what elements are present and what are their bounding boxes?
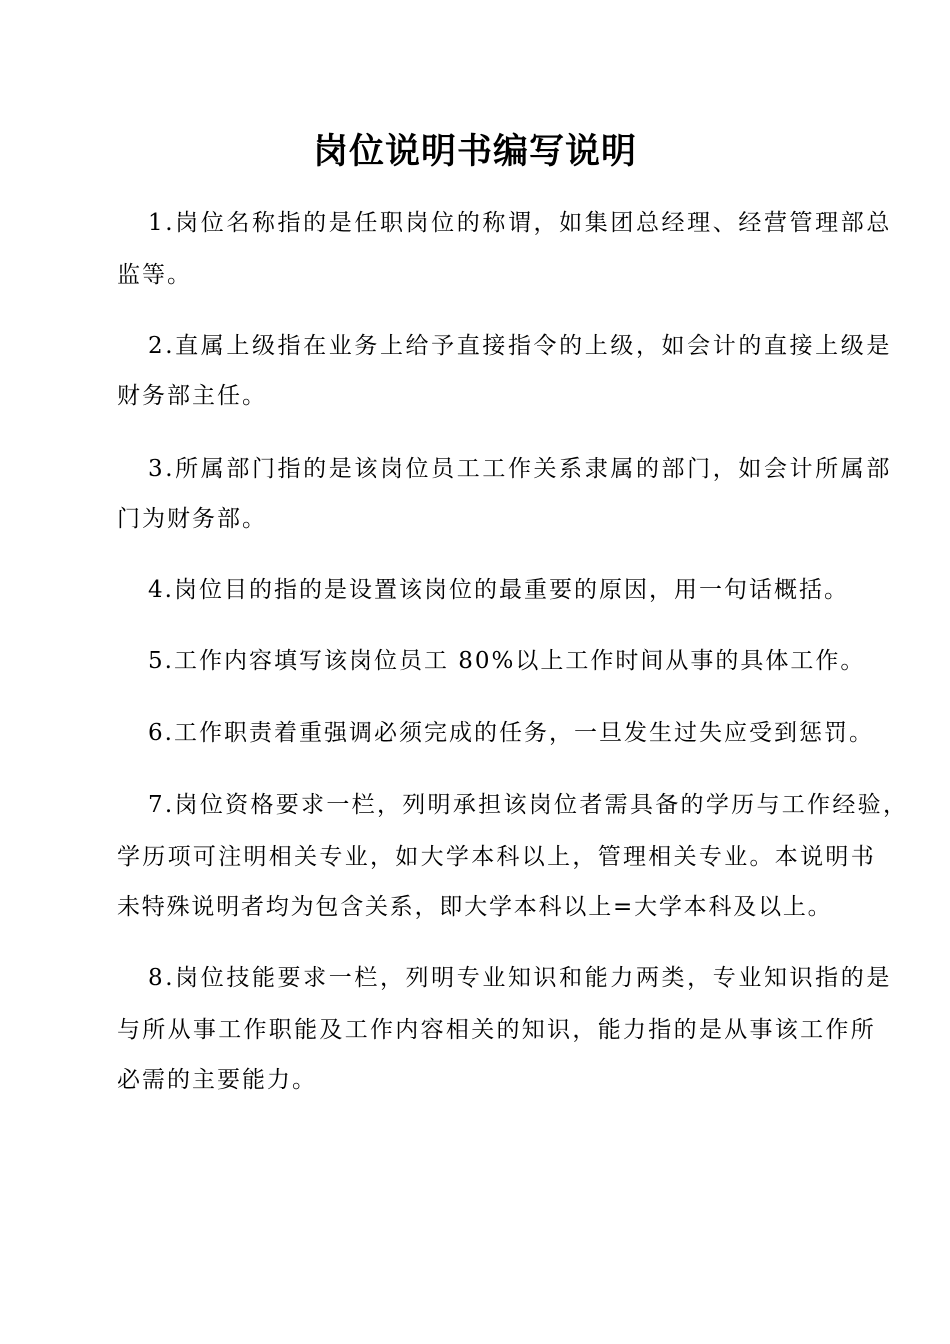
item-4-line-1: 4.岗位目的指的是设置该岗位的最重要的原因，用一句话概括。 — [148, 577, 849, 603]
item-1-line-1: 1.岗位名称指的是任职岗位的称谓，如集团总经理、经营管理部总 — [148, 210, 892, 236]
item-7-line-1: 7.岗位资格要求一栏，列明承担该岗位者需具备的学历与工作经验， — [148, 792, 909, 818]
item-8-line-1: 8.岗位技能要求一栏，列明专业知识和能力两类，专业知识指的是 — [148, 965, 892, 991]
item-8-line-2: 与所从事工作职能及工作内容相关的知识，能力指的是从事该工作所 — [117, 1017, 876, 1043]
item-2-line-1: 2.直属上级指在业务上给予直接指令的上级，如会计的直接上级是 — [148, 333, 892, 359]
item-1-line-2: 监等。 — [117, 262, 192, 288]
item-3-line-2: 门为财务部。 — [117, 506, 267, 532]
item-6-line-1: 6.工作职责着重强调必须完成的任务，一旦发生过失应受到惩罚。 — [148, 720, 874, 746]
document-title: 岗位说明书编写说明 — [312, 132, 637, 172]
item-7-line-3: 未特殊说明者均为包含关系，即大学本科以上=大学本科及以上。 — [117, 894, 833, 920]
item-5-line-1: 5.工作内容填写该岗位员工 80%以上工作时间从事的具体工作。 — [148, 648, 866, 674]
item-7-line-2: 学历项可注明相关专业，如大学本科以上，管理相关专业。本说明书 — [117, 844, 876, 870]
item-8-line-3: 必需的主要能力。 — [117, 1067, 317, 1093]
item-2-line-2: 财务部主任。 — [117, 383, 267, 409]
item-3-line-1: 3.所属部门指的是该岗位员工工作关系隶属的部门，如会计所属部 — [148, 456, 892, 482]
